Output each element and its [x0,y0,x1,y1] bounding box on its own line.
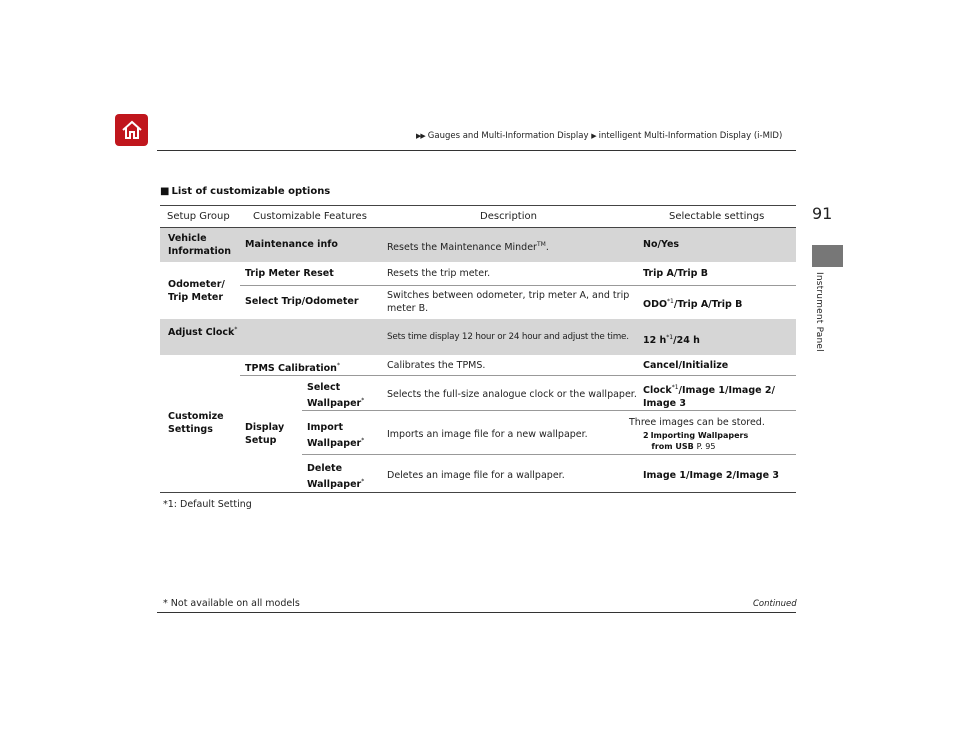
section-tab[interactable] [812,245,843,267]
footer-divider [157,612,796,613]
feature-delete-wallpaper: Delete Wallpaper* [307,463,365,491]
col-header-setup-group: Setup Group [167,211,230,222]
row-rule [302,454,796,455]
col-header-description: Description [480,211,537,222]
continued-label: Continued [753,599,797,609]
header-divider [157,150,796,151]
feature-tpms-calibration: TPMS Calibration* [245,362,340,375]
col-header-settings: Selectable settings [669,211,765,222]
table-bottom-rule [160,492,796,493]
reference-arrow-icon: 2 [643,431,649,440]
feature-select-wallpaper: Select Wallpaper* [307,382,365,410]
setting-delete-wallpaper: Image 1/Image 2/Image 3 [643,470,779,481]
group-adjust-clock: Adjust Clock* [168,326,238,339]
setting-maintenance-info: No/Yes [643,239,680,250]
desc-tpms-calibration: Calibrates the TPMS. [387,360,486,371]
desc-import-wallpaper: Imports an image file for a new wallpaper. [387,429,588,440]
breadcrumb [416,131,782,141]
breadcrumb-current: intelligent Multi-Information Display (i-MID) [598,131,783,141]
setting-tpms-calibration: Cancel/Initialize [643,360,729,371]
setting-select-wallpaper: Clock$^{*1}$/Image 1/Image 2/ Image 3 [643,384,775,410]
home-icon [120,119,144,141]
desc-select-trip-odometer: Switches between odometer, trip meter A, and trip meter B. [387,290,630,314]
row-rule [240,285,796,286]
feature-maintenance-info: Maintenance info [245,239,338,250]
group-vehicle-information: Vehicle Information [168,233,232,257]
desc-maintenance-info: Resets the Maintenance Minder™. [387,241,549,254]
feature-select-trip-odometer: Select Trip/Odometer [245,296,359,307]
square-bullet-icon: ■ [160,186,170,197]
availability-note: * Not available on all models [163,598,300,609]
setting-import-wallpaper: Three images can be stored. [629,417,765,428]
desc-adjust-clock: Sets time display 12 hour or 24 hour and adjust the time. [387,332,629,342]
desc-select-wallpaper: Selects the full-size analogue clock or the wallpaper. [387,389,637,400]
setting-select-trip-odometer: ODO$^{*1}$/Trip A/Trip B [643,298,743,311]
desc-trip-meter-reset: Resets the trip meter. [387,268,491,279]
page-number: 91 [812,204,833,223]
feature-import-wallpaper: Import Wallpaper* [307,422,365,450]
breadcrumb-arrow-icon: ▶▶ [416,132,425,140]
row-rule [302,410,796,411]
desc-delete-wallpaper: Deletes an image file for a wallpaper. [387,470,565,481]
section-title: ■ List of customizable options [160,186,331,197]
breadcrumb-link-gauges[interactable]: Gauges and Multi-Information Display [427,131,589,141]
setting-adjust-clock: 12 $h^{*1}/24$ h [643,334,700,347]
home-button[interactable] [115,114,148,146]
col-header-features: Customizable Features [253,211,367,222]
table-top-rule [160,205,796,206]
reference-importing-wallpapers-link[interactable]: 2 Importing Wallpapers from USB P. 95 [643,431,749,451]
setting-trip-meter-reset: Trip A/Trip B [643,268,709,279]
group-odometer-trip-meter: Odometer/ Trip Meter [168,279,225,303]
group-customize-settings: Customize Settings [168,411,224,435]
section-tab-label: Instrument Panel [814,272,824,352]
row-rule [240,375,796,376]
feature-trip-meter-reset: Trip Meter Reset [245,268,334,279]
footnote-default-setting: *1: Default Setting [163,499,252,510]
subgroup-display-setup: Display Setup [245,422,285,446]
breadcrumb-arrow-icon: ▶ [591,132,596,140]
